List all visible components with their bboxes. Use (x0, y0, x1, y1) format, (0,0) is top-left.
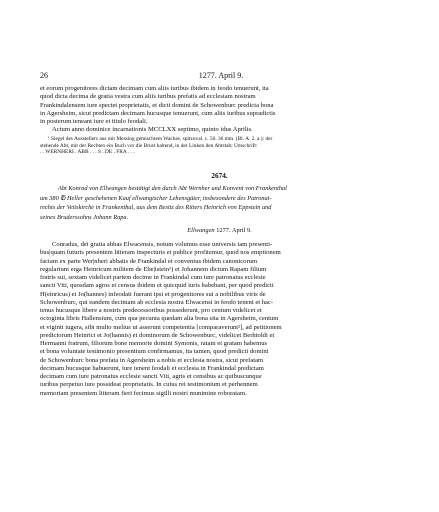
continuation-text (40, 85, 402, 135)
text-line: memoriam presentem litteram fieri fecimus sigilli nostri munimine roboratam. (40, 389, 247, 397)
summary-line: Abt Konrad von Ellwangen bestätigt den durch Abt Wernher und Konvent von Frankenthal (58, 185, 287, 192)
text-line: Schowenburc, qui eandem decimam ab ecclesia nostra Elwacensi in feodo tenent et hac- (40, 298, 274, 306)
text-line: regularium erga Heinricum militem de Ebe|istein¹) et Johannem dictum Rapam filium (40, 265, 267, 273)
text-line: factam ex parte Wer|nheri abbatis de Frankindal et conventus ibidem canonicorum (40, 257, 258, 265)
text-line: in posterum teneant iure et titulo feodali. (40, 118, 148, 125)
text-line: Frankindalensem iure spectet proprietatis, et dicti domini de Schowenburc predicta bona (40, 101, 274, 109)
text-line: predictorum Heinrici et Jo(hannis) et dominorum de Schowenburc, videlicet Berhtoldi et (40, 331, 275, 339)
text-line: fratris sui, sextam videlicet partem decime in Frankindal cum iure patronatus ecclesie (40, 274, 266, 281)
footnote-line: . . WERNHERI . ABB . . . S . DE . FRA . . . (40, 149, 135, 156)
text-line: Conradus, dei gratia abbas Elwacensis, notum volumus esse universis tam presenti- (52, 241, 273, 248)
footnote-line: stehende Abt, mit der Rechten ein Buch vor die Brust haltend, in der Linken den Abtstab; Umschrift: (40, 142, 258, 149)
text-line: decimam cum iure patronatus ecclesie sancti Viti, agris et censibus ac quibuscunque (40, 373, 262, 380)
footnote-line: ¹ Siegel des Ausstellers aus mit Messing gemischtem Wachse, spitzoval. c. 50. 36 mm. (Bl. A. 2. a.): der (48, 136, 273, 142)
dateline (0, 227, 439, 234)
header-title: 1277. April 9. (198, 71, 244, 80)
document-number: 2674. (211, 172, 228, 180)
summary-line: seines Bruderssohns Johann Rapa. (40, 214, 129, 222)
text-line: tenus hucusque libere a nostris predecessoribus possederunt, pro centum videlicet et (40, 307, 262, 314)
text-line: et bona voluntate testimonio presentium confirmamus, ita tamen, quod predicti domini (40, 348, 269, 356)
charter-text (40, 241, 402, 398)
text-line: quod dicta decima de gratia vestra cum aliis iuribus prefatis ad ecclesiam nostram (40, 93, 256, 101)
dateline-place: Ellwangen (187, 227, 215, 234)
text-line: bus|quam futuris presentem litteram inspecturis et publice profitemur, quod nos emptionem (40, 249, 281, 257)
actum-line: Actum anno dominice incarnationis MCCLXX septimo, quinto idus Aprilis. (52, 126, 253, 134)
text-line: et eorum progenitores dictam decimam cum aliis iuribus ibidem in feodo tenuerunt, ita (40, 85, 269, 92)
text-line: sancti Viti, quosdam agros et census ibidem et quicquid iuris habebant, per quod predicti (40, 282, 274, 290)
text-line: H(einricus) et Jo(hannes) infeodati fuerant ipsi et progenitores sui a nobilibus viris de (40, 290, 266, 298)
document-summary (40, 184, 402, 223)
text-line: octoginta libris Hallensium, cum qua pecunia quedam alia bona sita in Agersheim, centum (40, 315, 279, 323)
text-line: in Agersheim, sicut predictam decimam hucusque tenuerunt, cum aliis iuribus supradictis (40, 109, 276, 117)
summary-line: um 380 ℔ Heller geschehenen Kauf ellwangischer Lehensgüter, insbesondere des Patronat- (40, 194, 272, 202)
text-line: iuribus perpetuo iure possideat proprietatis. In cuius rei testimonium et perhennem (40, 381, 258, 389)
text-line: decimam hucusque habuerunt, iure tenent feodali et ecclesia in Frankindal predictam (40, 364, 264, 372)
seal-footnote (40, 136, 402, 156)
text-line: de Schowenburc bona prefata in Agersheim a nobis et ecclesia nostra, sicut prefatam (40, 356, 264, 364)
running-header (40, 71, 402, 83)
text-line: Hermanni fratrum, filiorum bone memorie domini Symonis, ratam et gratam habemus (40, 340, 268, 347)
text-line: et viginti iugera, sibi multo melius ut asseruni competentia [comparaverunt²], ad petitionem (40, 323, 282, 331)
page-number: 26 (40, 71, 48, 80)
dateline-date: 1277. April 9. (216, 227, 252, 234)
summary-line: rechts der Veitskirche in Frankenthal, aus dem Besitz des Ritters Heinrich von Eppstein und (40, 204, 272, 212)
